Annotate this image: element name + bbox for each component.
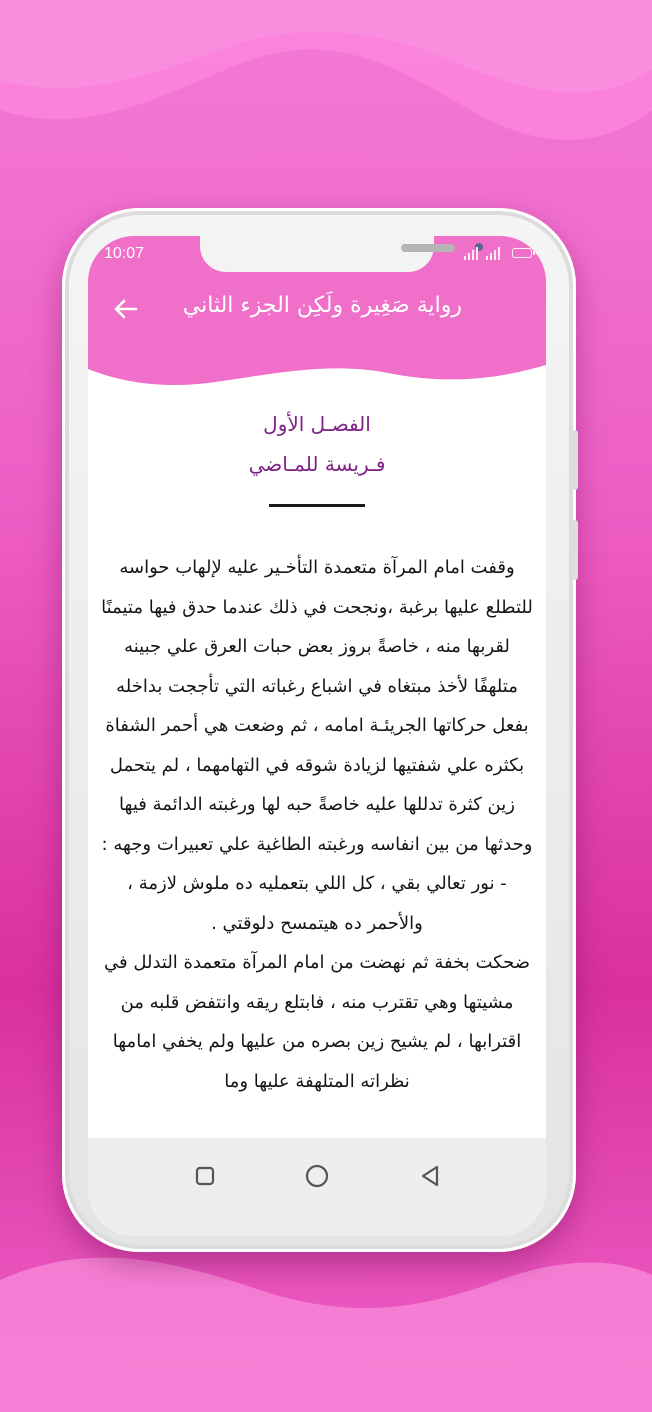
app-title: رواية صَغِيرة ولَكِن الجزء الثاني — [182, 293, 462, 318]
back-arrow-icon[interactable] — [110, 294, 140, 324]
phone-side-button — [572, 430, 578, 490]
battery-icon — [512, 248, 532, 258]
story-text — [100, 548, 534, 1138]
triangle-back-icon[interactable] — [410, 1156, 450, 1196]
circle-home-icon[interactable] — [297, 1156, 337, 1196]
phone-screen — [88, 236, 546, 1236]
square-recents-icon[interactable] — [185, 1156, 225, 1196]
system-navigation-bar — [88, 1138, 546, 1236]
story-paragraph: ضحكت بخفة ثم نهضت من امام المرآة متعمدة التدلل في مشيتها وهي تقترب منه ، فابتلع ريقه وانتفض قلبه من اقترابها ، لم يشيح زين بصره من عليها ولم يخفي امامها نظراته المتلهفة عليها وما — [104, 952, 530, 1092]
phone-side-button — [572, 520, 578, 580]
header-wave — [88, 343, 546, 393]
chapter-divider — [269, 504, 365, 507]
story-paragraph: - نور تعالي بقي ، كل اللي بتعمليه ده ملوش لازمة ، والأحمر ده هيتمسح دلوقتي . — [127, 873, 507, 934]
status-icons — [464, 246, 532, 260]
phone-notch — [200, 236, 434, 272]
chapter-header — [88, 404, 546, 484]
chapter-heading: الفصـل الأول — [263, 412, 371, 436]
chapter-subtitle: فـريسة للمـاضي — [248, 452, 386, 476]
status-time: 10:07 — [104, 245, 145, 262]
app-bar — [88, 236, 546, 344]
speaker-grille — [401, 244, 455, 252]
story-paragraph: وقفت امام المرآة متعمدة التأخـير عليه لإلهاب حواسه للتطلع عليها برغبة ،ونجحت في ذلك عندما حدق فيها متيمنًا لقربها منه ، خاصةً بروز بعض حبات العرق علي جبينه متلهفًا لأخذ مبتغاه في اشباع رغباته التي تأججت بداخله بفعل حركاتها الجريئـة امامه ، ثم وضعت هي أحمر الشفاة بكثره علي شفتيها لزيادة شوقه في التهامهما ، لم يتحمل زين كثرة تدللها عليه خاصةً حبه لها ورغبته الدائمة فيها وحدثها من بين انفاسه ورغبته الطاغية علي تعبيرات وجهه : — [101, 557, 533, 855]
background-top-wave — [0, 0, 652, 200]
